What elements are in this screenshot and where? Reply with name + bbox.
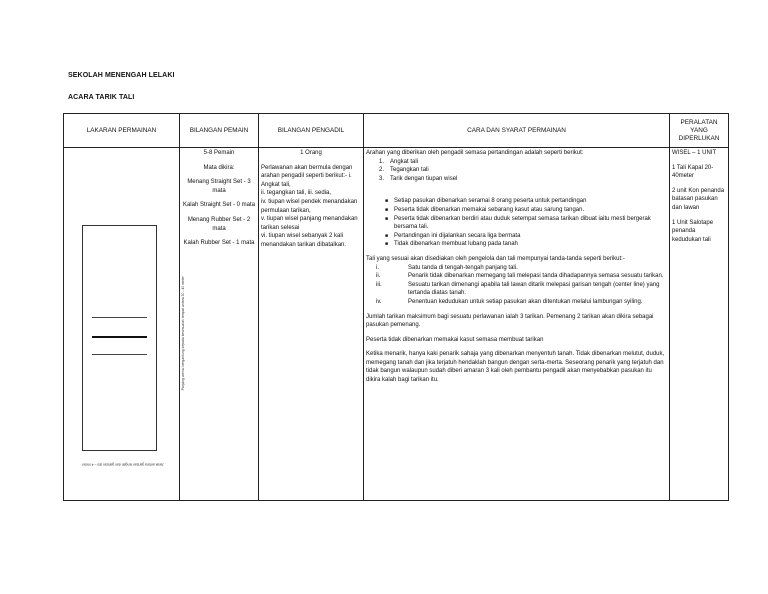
list-item: iii. Sesuatu tarikan dimenangi apabila tali lawan ditarik melepasi garisan tengah (center line) yang tertanda diatas tanah. bbox=[376, 281, 660, 297]
list-item: ■ Peserta tidak dibenarkan berdiri atau duduk setempat semasa tarikan dibuat iaitu mesti bergerak bersama tali. bbox=[384, 215, 651, 231]
list-item: ■ Peserta tidak dibenarkan memakai sebarang kasut atau sarung tangan. bbox=[384, 206, 585, 213]
list-item: 2. Tegangkan tali bbox=[378, 167, 429, 174]
col-header-lakaran: LAKARAN PERMAINAN bbox=[64, 114, 180, 148]
col-header-pengadil: BILANGAN PENGADIL bbox=[259, 114, 364, 148]
rules-table bbox=[63, 113, 729, 501]
player-count: 5-8 Pemain bbox=[203, 150, 235, 156]
center-line bbox=[92, 336, 147, 338]
court-outline bbox=[82, 225, 157, 451]
referee-line: v. tiupan wisel panjang menandakan tarikan selesai bbox=[261, 216, 358, 231]
referee-cell bbox=[259, 148, 364, 501]
referee-line: iv. tiupan wisel pendek menandakan permulaan tarikan, bbox=[261, 198, 358, 214]
col-header-peralatan: PERALATAN YANG DIPERLUKAN bbox=[670, 114, 729, 148]
equipment-item: WISEL – 1 UNIT bbox=[672, 150, 717, 156]
list-item: 3. Tarik dengan tiupan wisel bbox=[378, 175, 458, 182]
side-line-top bbox=[92, 317, 147, 318]
table-row bbox=[64, 148, 729, 501]
event-title: ACARA TARIK TALI bbox=[68, 94, 135, 101]
list-item: i. Satu tanda di tengah-tengah panjang tali. bbox=[376, 264, 518, 271]
points-straight-loss: Kalah Straight Set - 0 mata bbox=[182, 202, 256, 209]
rope-intro: Tali yang sesuai akan disediakan oleh pengelola dan tali mempunyai tanda-tanda seperti berikut:- bbox=[366, 255, 625, 262]
rules-paragraph: Jumlah tarikan maksimum bagi sesuatu perlawanan ialah 3 tarikan. Pemenang 2 tarikan akan dikira sebagai pasukan pemenang. bbox=[366, 313, 654, 329]
list-item: iv. Penentuan kedudukan untuk setiap pasukan akan ditentukan melalui lambungan syiling. bbox=[376, 298, 643, 305]
list-item: ■ Setiap pasukan dibenarkan seramai 8 orang peserta untuk pertandingan bbox=[384, 198, 587, 205]
referee-line: ii. tegangkan tali, iii. sedia, bbox=[261, 190, 332, 197]
rules-cell bbox=[364, 148, 670, 501]
equipment-cell bbox=[670, 148, 729, 501]
side-line-bottom bbox=[92, 354, 147, 355]
equipment-item: 1 Unit Salotape penanda kedudukan tali bbox=[672, 219, 714, 243]
players-cell bbox=[180, 148, 259, 501]
points-rubber-loss: Kalah Rubber Set - 1 mata bbox=[183, 240, 255, 247]
line-distance-label: Jarak antara garisan tengah dan garisan sisi – 4 meter bbox=[82, 462, 164, 467]
list-item: ■ Pertandingan ini dijalankan secara liga bermata bbox=[384, 232, 521, 239]
school-name: SEKOLAH MENENGAH LELAKI bbox=[68, 72, 175, 79]
rules-paragraph: Peserta tidak dibenarkan memakai kasut semasa membuat tarikan bbox=[366, 336, 544, 343]
points-label: Mata dikira: bbox=[203, 164, 235, 171]
diagram-cell bbox=[64, 148, 185, 501]
list-item: ■ Tidak dibenarkan membuat lubang pada tanah bbox=[384, 241, 518, 248]
points-rubber-win: Menang Rubber Set - 2 mata bbox=[187, 216, 251, 232]
equipment-item: 2 unit Kon penanda batasan pasukan dan lawan bbox=[672, 187, 725, 211]
referee-line: vi. tiupan wisel sebanyak 2 kali menandakan tarikan dibatalkan. bbox=[261, 233, 347, 248]
referee-line: Perlawanan akan bermula dengan arahan pengadil seperti berikut:- i. Angkat tali, bbox=[261, 164, 353, 188]
col-header-pemain: BILANGAN PEMAIN bbox=[180, 114, 259, 148]
rules-intro: Arahan yang diberikan oleh pengadil semasa pertandingan adalah seperti berikut: bbox=[366, 150, 584, 156]
list-item: 1. Angkat tali bbox=[378, 158, 419, 165]
court-diagram bbox=[66, 149, 185, 484]
rules-paragraph: Ketika menarik, hanya kaki penarik sahaja yang dibenarkan menyentuh tanah. Tidak dibenarkan melutut, duduk, memegang tanah dan jika terjatuh hendaklah bangun dengan serta-merta. Seseorang penarik yang terjatuh dan tidak bangun walaupun sudah diberi amaran 3 kali oleh pembantu pengadil akan menyebabkan pasukan itu dikira kalah bagi tarikan itu. bbox=[366, 351, 665, 384]
col-header-cara: CARA DAN SYARAT PERMAINAN bbox=[364, 114, 670, 148]
arena-length-label: Panjang arena: bergantung kepada kesesuaian tempat antara 30 - 40 meter bbox=[180, 276, 185, 391]
table-header-row bbox=[64, 114, 729, 148]
referee-count: 1 Orang bbox=[300, 150, 322, 156]
list-item: ii. Penarik tidak dibenarkan memegang tali melepasi tanda dihadapannya semasa sesuatu tarikan. bbox=[376, 273, 664, 280]
equipment-item: 1 Tali Kapal 20-40meter bbox=[672, 164, 714, 180]
points-straight-win: Menang Straight Set - 3 mata bbox=[187, 179, 251, 194]
